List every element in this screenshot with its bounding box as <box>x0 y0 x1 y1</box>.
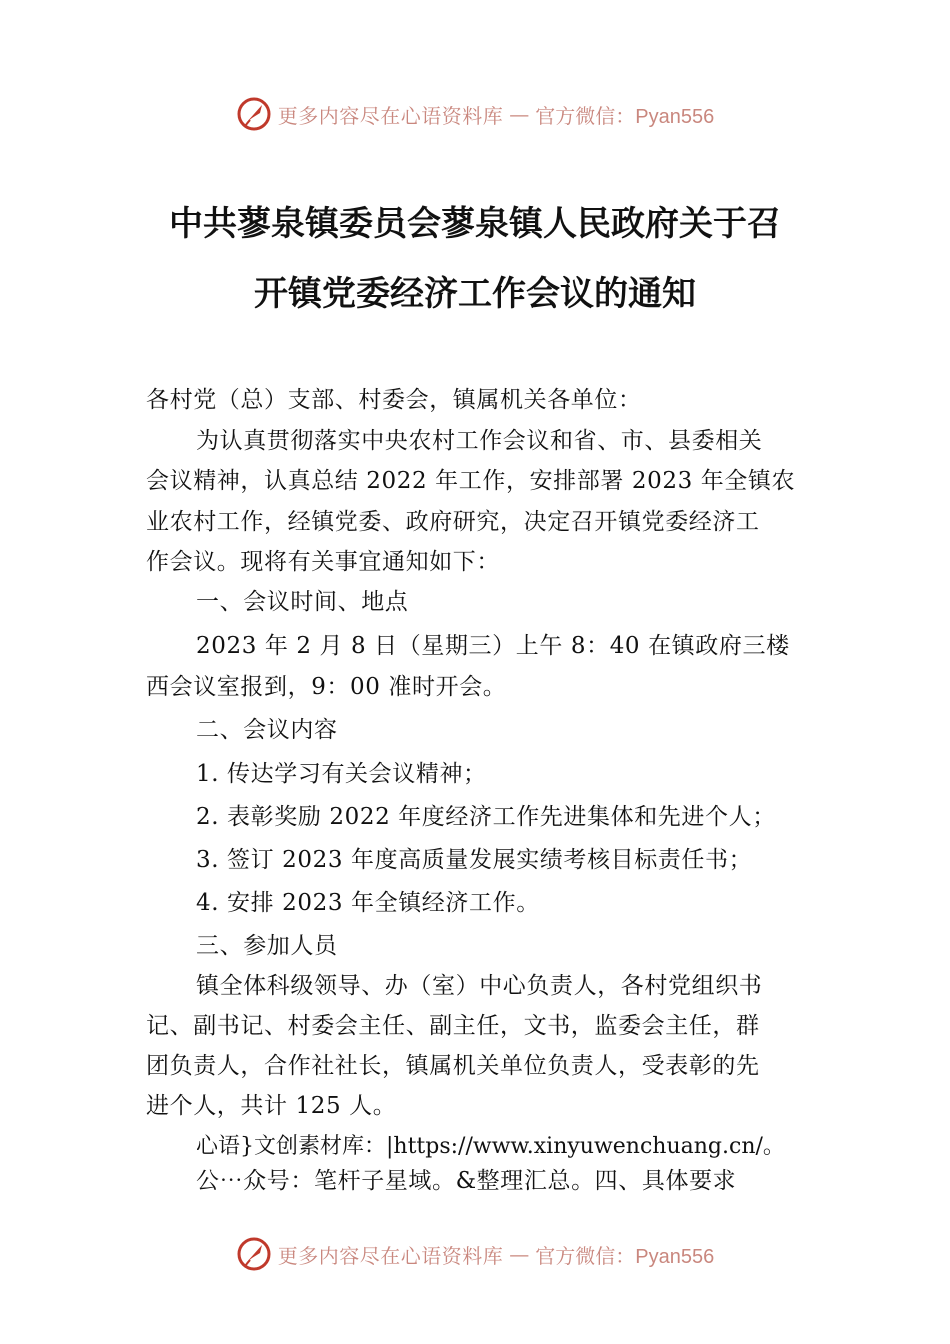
paragraph-time-place-line: 2023 年 2 月 8 日（星期三）上午 8：40 在镇政府三楼 <box>196 633 790 659</box>
source-note-line: 公⋯众号：笔杆子星域。&整理汇总。四、具体要求 <box>196 1168 737 1194</box>
list-item: 2. 表彰奖励 2022 年度经济工作先进集体和先进个人； <box>196 804 776 830</box>
watermark-banner-top <box>0 92 950 136</box>
watermark-wechat: 官方微信：Pyan556 <box>535 105 715 128</box>
watermark-text: 更多内容尽在心语资料库 <box>277 103 504 128</box>
paragraph-participants-line: 记、副书记、村委会主任、副主任，文书，监委会主任，群 <box>146 1013 760 1039</box>
list-item: 4. 安排 2023 年全镇经济工作。 <box>196 890 540 916</box>
paragraph-intro-line: 业农村工作，经镇党委、政府研究，决定召开镇党委经济工 <box>146 509 760 535</box>
document-title-line-2: 开镇党委经济工作会议的通知 <box>254 274 696 314</box>
watermark-banner-bottom <box>0 1232 950 1276</box>
paragraph-intro-line: 作会议。现将有关事宜通知如下： <box>146 549 500 575</box>
paragraph-participants-line: 进个人，共计 125 人。 <box>146 1093 397 1119</box>
watermark-wechat: 官方微信：Pyan556 <box>535 1245 715 1268</box>
section-heading-time-place: 一、会议时间、地点 <box>196 589 409 615</box>
watermark-separator: — <box>509 102 530 126</box>
list-item: 1. 传达学习有关会议精神； <box>196 761 487 787</box>
paragraph-intro-line: 会议精神，认真总结 2022 年工作，安排部署 2023 年全镇农 <box>146 468 796 494</box>
paragraph-participants-line: 团负责人，合作社社长，镇属机关单位负责人，受表彰的先 <box>146 1053 760 1079</box>
section-heading-content: 二、会议内容 <box>196 717 338 743</box>
list-item: 3. 签订 2023 年度高质量发展实绩考核目标责任书； <box>196 847 753 873</box>
document-title-line-1: 中共蓼泉镇委员会蓼泉镇人民政府关于召 <box>169 204 781 244</box>
paragraph-intro-line: 为认真贯彻落实中央农村工作会议和省、市、县委相关 <box>196 428 763 454</box>
source-note-line: 心语}文创素材库：|https://www.xinyuwenchuang.cn/。 <box>196 1134 785 1159</box>
watermark-text: 更多内容尽在心语资料库 <box>277 1243 504 1268</box>
quill-logo-icon <box>236 96 272 132</box>
section-heading-participants: 三、参加人员 <box>196 933 338 959</box>
quill-logo-icon <box>236 1236 272 1272</box>
watermark-separator: — <box>509 1242 530 1266</box>
paragraph-time-place-line: 西会议室报到，9：00 准时开会。 <box>146 674 507 700</box>
paragraph-participants-line: 镇全体科级领导、办（室）中心负责人，各村党组织书 <box>196 973 763 999</box>
salutation: 各村党（总）支部、村委会，镇属机关各单位： <box>146 387 642 413</box>
